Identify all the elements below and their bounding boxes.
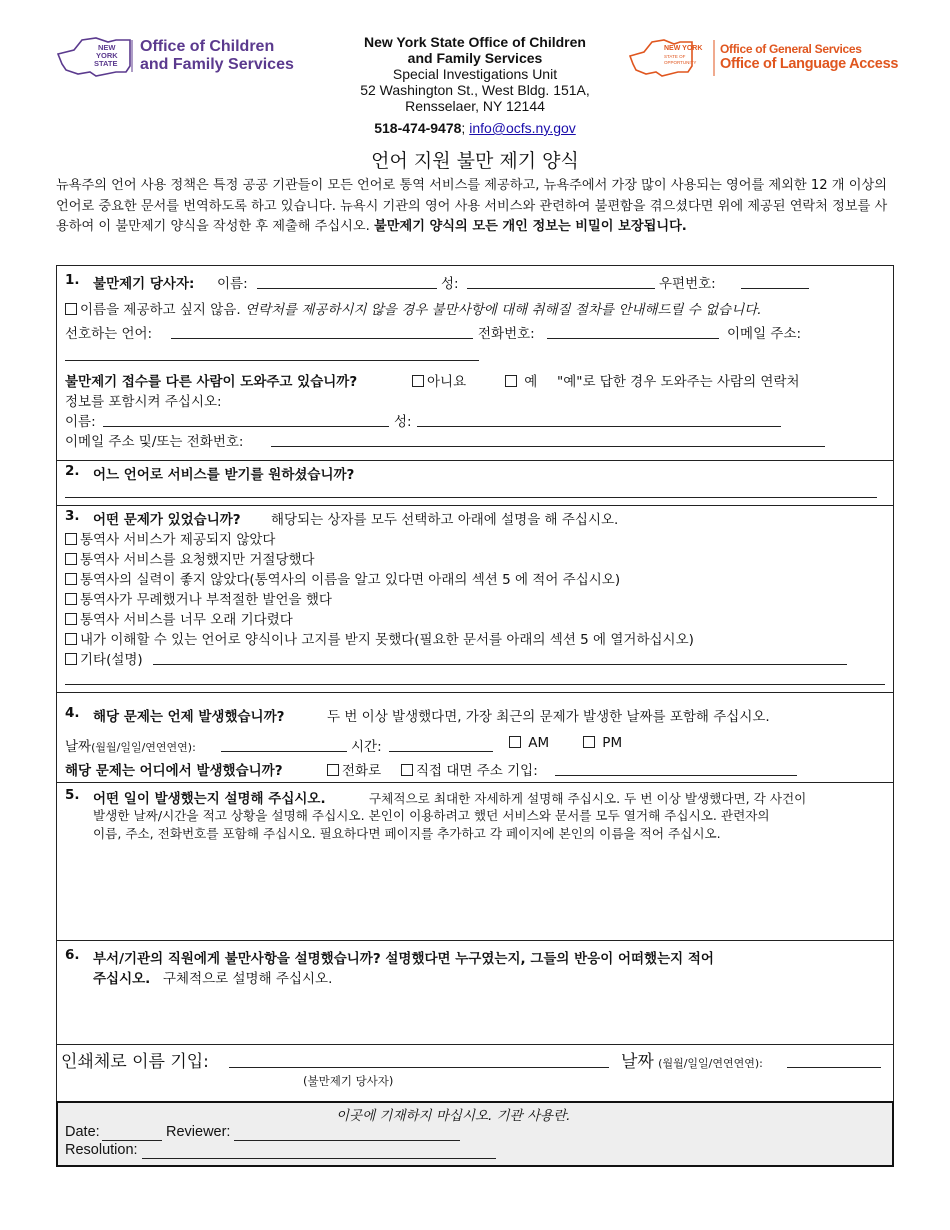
- requested-language-field[interactable]: [65, 497, 877, 498]
- section-1-complainant: [56, 265, 894, 461]
- in-person-label: 직접 대면 주소 기입:: [416, 763, 538, 779]
- zip-label: 우편번호:: [659, 276, 716, 292]
- office-date-label: Date:: [65, 1124, 100, 1140]
- city-address: Rensselaer, NY 12144: [405, 98, 545, 114]
- section-6-instruction: 구체적으로 설명해 주십시오.: [163, 971, 333, 987]
- problem-label: 통역사가 무례했거나 부적절한 발언을 했다: [80, 592, 332, 608]
- no-name-note: 연락처를 제공하시지 않을 경우 불만사항에 대해 취해질 절차를 안내해드릴 수 없습니다.: [244, 302, 762, 318]
- problem-label: 통역사의 실력이 좋지 않았다(통역사의 이름을 알고 있다면 아래의 섹션 5 에 적어 주십시오): [80, 572, 621, 588]
- helper-yes-option: [505, 370, 537, 390]
- resolution-field[interactable]: [142, 1158, 496, 1159]
- section-5-number: 5.: [65, 787, 80, 803]
- sign-date-label: [621, 1047, 763, 1072]
- problem-option-other: [65, 648, 143, 668]
- email-link[interactable]: info@ocfs.ny.gov: [469, 120, 576, 136]
- in-person-option: [401, 759, 538, 779]
- am-label: AM: [528, 735, 550, 751]
- helper-yes-note-2: 정보를 포함시켜 주십시오:: [65, 394, 222, 410]
- phone-number: 518-474-9478: [374, 120, 462, 136]
- section-4-when: [56, 693, 894, 783]
- form-title: 언어 지원 불만 제기 양식: [371, 150, 579, 172]
- sign-date-field[interactable]: [787, 1067, 881, 1068]
- problem-other-label: 기타(설명): [80, 652, 143, 668]
- street-address: 52 Washington St., West Bldg. 151A,: [360, 82, 590, 98]
- incident-date-field[interactable]: [221, 751, 347, 752]
- intro-confidential: 불만제기 양식의 모든 개인 정보는 비밀이 보장됩니다.: [374, 219, 687, 234]
- no-name-option: [65, 298, 762, 318]
- section-6-staff-report: [56, 941, 894, 1045]
- svg-text:OPPORTUNITY: OPPORTUNITY: [664, 60, 697, 65]
- helper-yes-note: "예"로 답한 경우 도와주는 사람의 연락처: [557, 374, 800, 390]
- pm-option: [583, 735, 622, 751]
- problem-label: 통역사 서비스가 제공되지 않았다: [80, 532, 276, 548]
- helper-no-checkbox[interactable]: [412, 375, 424, 387]
- section-3-title: 어떤 문제가 있었습니까?: [93, 512, 241, 528]
- problem-other-checkbox[interactable]: [65, 653, 77, 665]
- problem-option: [65, 568, 620, 588]
- problem-checkbox[interactable]: [65, 573, 77, 585]
- office-use-note: 이곳에 기재하지 마십시오. 기관 사용란.: [336, 1108, 571, 1124]
- problem-option: [65, 528, 275, 548]
- helper-last-name-label: 성:: [394, 414, 412, 430]
- problem-label: 통역사 서비스를 너무 오래 기다렸다: [80, 612, 293, 628]
- problem-option: [65, 548, 315, 568]
- problem-checkbox[interactable]: [65, 553, 77, 565]
- agency-name-line1: New York State Office of Children: [364, 34, 586, 50]
- section-5-description: [56, 783, 894, 941]
- sign-date-format: (월월/일일/연연연연):: [658, 1057, 763, 1070]
- problem-label: 내가 이해할 수 있는 언어로 양식이나 고지를 받지 못했다(필요한 문서를 아래의 섹션 5 에 열거하십시오): [80, 632, 694, 648]
- problem-checkbox[interactable]: [65, 593, 77, 605]
- location-question: 해당 문제는 어디에서 발생했습니까?: [65, 763, 283, 779]
- first-name-field[interactable]: [257, 288, 437, 289]
- section-3-instruction: 해당되는 상자를 모두 선택하고 아래에 설명을 해 주십시오.: [271, 512, 619, 528]
- section-5-instruction-line1: 구체적으로 최대한 자세하게 설명해 주십시오. 두 번 이상 발생했다면, 각 사건이: [369, 791, 807, 806]
- svg-text:YORK: YORK: [96, 51, 118, 60]
- section-4-title: 해당 문제는 언제 발생했습니까?: [93, 709, 285, 725]
- problem-checkbox[interactable]: [65, 633, 77, 645]
- zip-field[interactable]: [741, 288, 809, 289]
- email-label: 이메일 주소:: [727, 326, 802, 342]
- problem-checkbox[interactable]: [65, 533, 77, 545]
- preferred-language-field[interactable]: [171, 338, 473, 339]
- helper-no-label: 아니요: [427, 374, 467, 390]
- by-phone-label: 전화로: [342, 763, 382, 779]
- section-4-instruction: 두 번 이상 발생했다면, 가장 최근의 문제가 발생한 날짜를 포함해 주십시오.: [327, 709, 770, 725]
- section-2-title: 어느 언어로 서비스를 받기를 원하셨습니까?: [93, 467, 355, 483]
- helper-last-name-field[interactable]: [417, 426, 781, 427]
- svg-text:NEW YORK: NEW YORK: [664, 45, 703, 52]
- incident-time-label: 시간:: [351, 739, 382, 755]
- preferred-language-label: 선호하는 언어:: [65, 326, 153, 342]
- section-4-number: 4.: [65, 705, 80, 721]
- svg-text:STATE: STATE: [94, 59, 118, 68]
- agency-address: [320, 34, 630, 136]
- section-6-title: 부서/기관의 직원에게 불만사항을 설명했습니까? 설명했다면 누구였는지, 그들의 반응이 어떠했는지 적어: [93, 951, 714, 967]
- letterhead: [0, 0, 950, 140]
- am-option: [509, 735, 549, 751]
- svg-text:STATE OF: STATE OF: [664, 54, 686, 59]
- helper-contact-field[interactable]: [271, 446, 825, 447]
- incident-time-field[interactable]: [389, 751, 493, 752]
- incident-date-word: 날짜: [65, 739, 92, 755]
- helper-question: 불만제기 접수를 다른 사람이 도와주고 있습니까?: [65, 374, 358, 390]
- ocfs-name: Office of Children and Family Services: [140, 38, 294, 73]
- resolution-label: Resolution:: [65, 1142, 138, 1158]
- section-3-problems: [56, 506, 894, 693]
- helper-first-name-field[interactable]: [103, 426, 389, 427]
- problem-option: [65, 588, 332, 608]
- reviewer-label: Reviewer:: [166, 1124, 231, 1140]
- intro-paragraph: [56, 176, 898, 238]
- section-5-title: 어떤 일이 발생했는지 설명해 주십시오.: [93, 791, 326, 807]
- section-6-number: 6.: [65, 947, 80, 963]
- by-phone-checkbox[interactable]: [327, 764, 339, 776]
- phone-label: 전화번호:: [478, 326, 535, 342]
- helper-yes-checkbox[interactable]: [505, 375, 517, 387]
- incident-date-format: (월월/일일/연연연연):: [91, 741, 196, 754]
- contact-line: [320, 120, 630, 136]
- section-6-title-line2: 주십시오.: [93, 971, 151, 987]
- helper-contact-label: 이메일 주소 및/또는 전화번호:: [65, 434, 244, 450]
- problem-option: [65, 628, 694, 648]
- by-phone-option: [327, 759, 381, 779]
- contact-separator: ;: [461, 120, 470, 136]
- incident-date-label: [65, 735, 196, 755]
- no-name-checkbox[interactable]: [65, 303, 77, 315]
- office-use-box: [56, 1101, 894, 1167]
- phone-field[interactable]: [547, 338, 719, 339]
- svg-text:NEW: NEW: [98, 43, 116, 52]
- agency-name-line2: and Family Services: [407, 50, 543, 66]
- last-name-label: 성:: [441, 276, 459, 292]
- print-name-label: 인쇄체로 이름 기입:: [61, 1052, 209, 1072]
- section-1-number: 1.: [65, 272, 80, 288]
- other-description-field[interactable]: [153, 664, 847, 665]
- pm-label: PM: [602, 735, 623, 751]
- ogs-name: Office of General Services: [720, 42, 862, 56]
- pm-checkbox[interactable]: [583, 736, 595, 748]
- email-field[interactable]: [65, 360, 479, 361]
- section-1-title: 불만제기 당사자:: [93, 276, 195, 292]
- sign-date-word: 날짜: [621, 1052, 654, 1072]
- am-checkbox[interactable]: [509, 736, 521, 748]
- office-date-field[interactable]: [102, 1140, 162, 1141]
- signer-caption: (불만제기 당사자): [303, 1074, 394, 1088]
- unit-name: Special Investigations Unit: [392, 66, 558, 82]
- language-access-name: Office of Language Access: [720, 56, 899, 72]
- in-person-checkbox[interactable]: [401, 764, 413, 776]
- problem-label: 통역사 서비스를 요청했지만 거절당했다: [80, 552, 315, 568]
- last-name-field[interactable]: [467, 288, 655, 289]
- section-2-language: [56, 461, 894, 506]
- problem-description-field[interactable]: [65, 684, 885, 685]
- section-5-instruction-line3: 이름, 주소, 전화번호를 포함해 주십시오. 필요하다면 페이지를 추가하고 각 페이지에 본인의 이름을 적어 주십시오.: [93, 826, 721, 841]
- print-name-field[interactable]: [229, 1067, 609, 1068]
- signature-section: [56, 1045, 894, 1101]
- section-2-number: 2.: [65, 463, 80, 479]
- helper-yes-label: 예: [524, 374, 538, 390]
- reviewer-field[interactable]: [234, 1140, 460, 1141]
- first-name-label: 이름:: [217, 276, 248, 292]
- helper-no-option: [412, 370, 466, 390]
- section-5-instruction-line2: 발생한 날짜/시간을 적고 상황을 설명해 주십시오. 본인이 이용하려고 했던 서비스와 문서를 모두 열거해 주십시오. 관련자의: [93, 808, 770, 823]
- helper-first-name-label: 이름:: [65, 414, 96, 430]
- problem-option: [65, 608, 293, 628]
- section-3-number: 3.: [65, 508, 80, 524]
- problem-checkbox[interactable]: [65, 613, 77, 625]
- in-person-address-field[interactable]: [555, 775, 797, 776]
- no-name-label: 이름을 제공하고 싶지 않음.: [80, 302, 241, 318]
- intro-text: 뉴욕주의 언어 사용 정책은 특정 공공 기관들이 모든 언어로 통역 서비스를 제공하고, 뉴욕주에서 가장 많이 사용되는 영어를 제외한 12 개 이상의 언어로 중요한 문서를 번역하도록 하고 있습니다. 뉴욕시 기관의 영어 사용 서비스와 관련하여 불편함을 겪으셨다면 위에 제공된 연락처 정보를 사용하여 이 불만제기 양식을 작성한 후 제출해 주십시오.: [56, 178, 888, 234]
